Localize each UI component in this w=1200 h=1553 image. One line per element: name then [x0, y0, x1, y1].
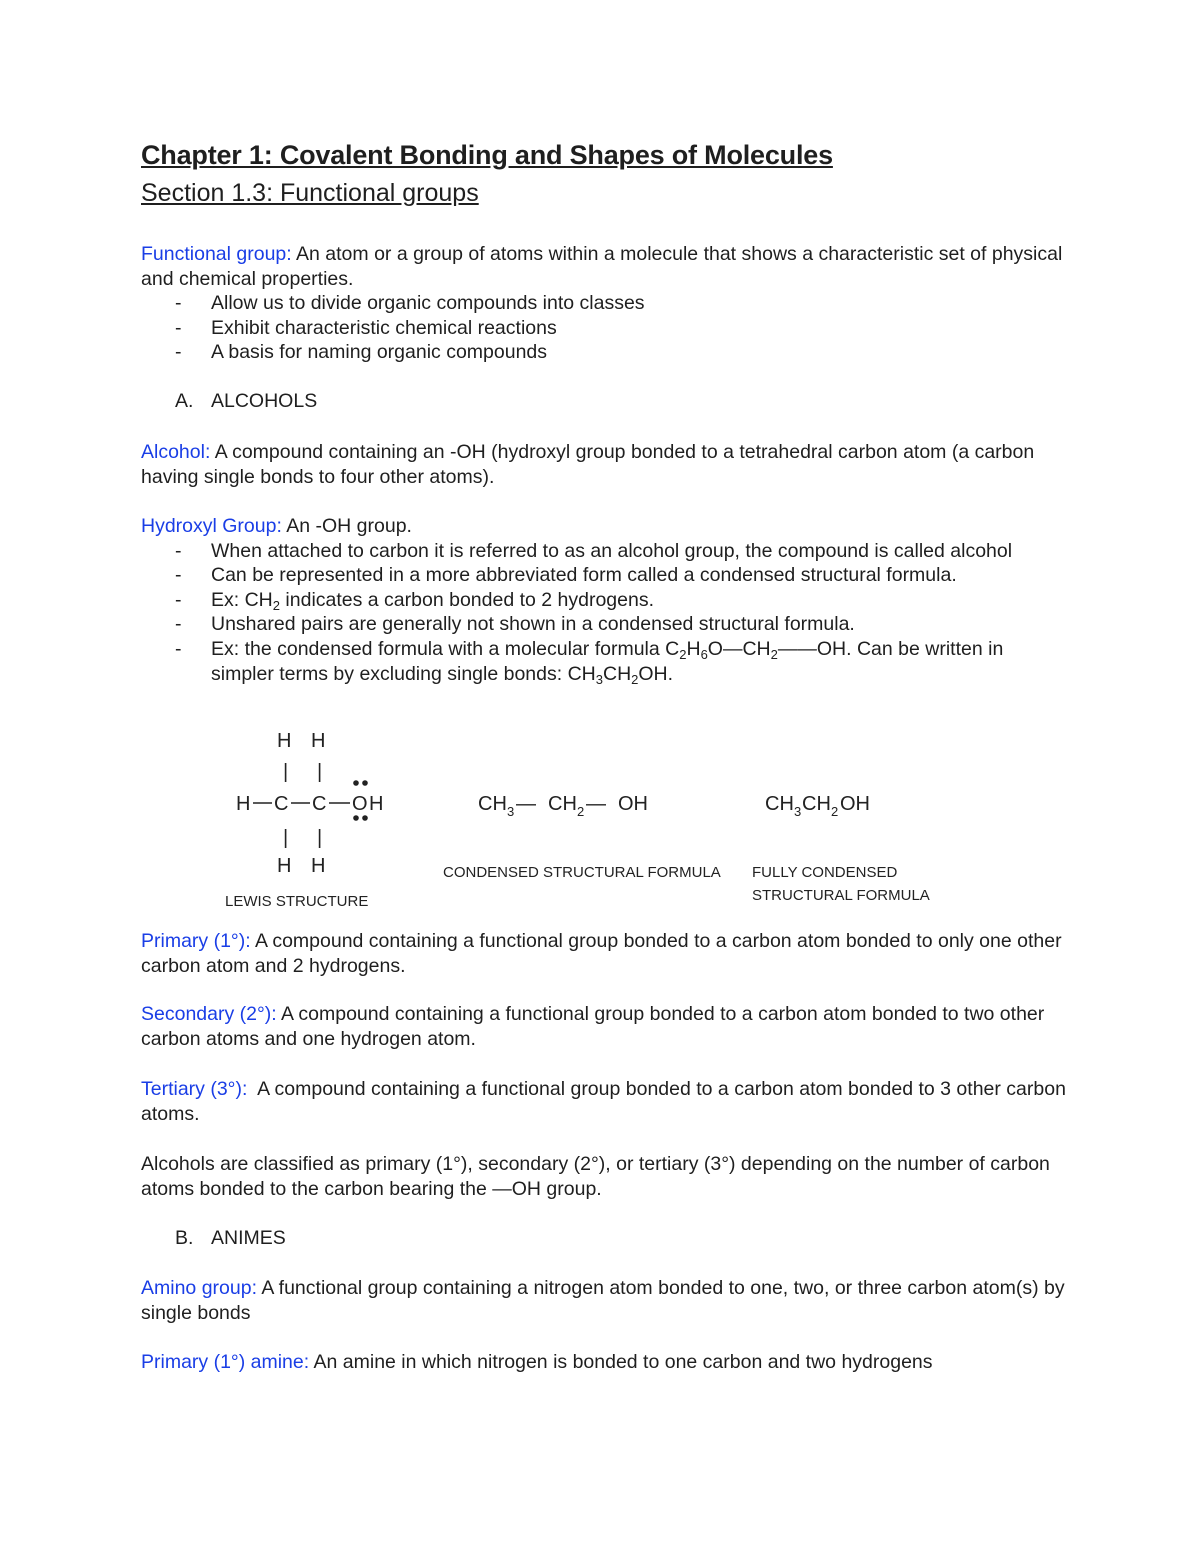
functional-group-term: Functional group: — [141, 243, 292, 265]
hydroxyl-bullets — [141, 539, 1071, 687]
lone-pair-dot — [353, 780, 359, 786]
chapter-title: Chapter 1: Covalent Bonding and Shapes of Molecules — [141, 140, 833, 170]
tertiary-definition — [141, 1077, 1071, 1126]
section-a-heading — [175, 390, 317, 413]
section-label: ANIMES — [211, 1227, 286, 1249]
atom-o: O — [352, 793, 368, 815]
primary-amine-def: An amine in which nitrogen is bonded to one carbon and two hydrogens — [309, 1351, 933, 1373]
primary-def: A compound containing a functional group bonded to a carbon atom bonded to only one other carbon atom and 2 hydrogens. — [141, 930, 1062, 977]
fully-caption-line: STRUCTURAL FORMULA — [752, 887, 930, 904]
alcohol-def: A compound containing an -OH (hydroxyl group bonded to a tetrahedral carbon atom (a carbon having single bonds to four other atoms). — [141, 441, 1035, 488]
formula-bond: — — [586, 793, 606, 815]
formula-part: CH — [765, 793, 794, 815]
atom-h: H — [311, 730, 326, 752]
amino-def: A functional group containing a nitrogen atom bonded to one, two, or three carbon atom(s) by single bonds — [141, 1277, 1065, 1324]
secondary-def: A compound containing a functional group bonded to a carbon atom bonded to two other carbon atoms and one hydrogen atom. — [141, 1003, 1045, 1050]
functional-group-bullets — [141, 291, 1071, 365]
atom-h: H — [369, 793, 384, 815]
primary-amine-term: Primary (1°) amine: — [141, 1351, 310, 1373]
lewis-structure — [225, 730, 383, 910]
formula-part: CH — [548, 793, 577, 815]
secondary-definition — [141, 1002, 1071, 1051]
formula-part: CH — [802, 793, 831, 815]
list-item: - Ex: the condensed formula with a molecular formula $C_2H_6O—CH_2——OH$. Can be written in simpler terms by excluding single bonds: $CH_3CH_2OH$. — [141, 637, 1071, 686]
list-item: - Unshared pairs are generally not shown in a condensed structural formula. — [141, 612, 1071, 637]
fully-condensed-formula — [752, 793, 930, 904]
lewis-caption: LEWIS STRUCTURE — [225, 893, 369, 910]
atom-h: H — [277, 730, 292, 752]
amino-definition — [141, 1276, 1071, 1325]
list-item: - A basis for naming organic compounds — [141, 340, 1071, 365]
vertical-bond: | — [283, 761, 289, 783]
classification-paragraph: Alcohols are classified as primary (1°), secondary (2°), or tertiary (3°) depending on the number of carbon atoms bonded to the carbon bearing the —OH group. — [141, 1153, 1050, 1200]
lone-pair-dot — [353, 815, 359, 821]
list-item: - Allow us to divide organic compounds into classes — [141, 291, 1071, 316]
formula-part: CH — [478, 793, 507, 815]
section-b-heading — [175, 1227, 286, 1250]
formula-part: OH — [618, 793, 648, 815]
list-item: - Exhibit characteristic chemical reactions — [141, 316, 1071, 341]
atom-h: H — [236, 793, 251, 815]
hydroxyl-term: Hydroxyl Group: — [141, 515, 282, 537]
alcohol-term: Alcohol: — [141, 441, 211, 463]
section-letter: A. — [175, 390, 194, 412]
section-title: Section 1.3: Functional groups — [141, 179, 479, 207]
lone-pair-dot — [362, 815, 368, 821]
fully-caption-line: FULLY CONDENSED — [752, 864, 898, 881]
amino-term: Amino group: — [141, 1277, 257, 1299]
hydroxyl-def: An -OH group. — [281, 515, 412, 537]
tertiary-term: Tertiary (3°): — [141, 1078, 248, 1100]
formula-bond: — — [516, 793, 536, 815]
primary-amine-definition — [141, 1350, 1071, 1375]
formula-subscript: 3 — [794, 804, 802, 819]
alcohol-definition — [141, 440, 1071, 489]
hydroxyl-definition — [141, 514, 1071, 686]
formula-part: OH — [840, 793, 870, 815]
atom-c: C — [312, 793, 327, 815]
ethanol-structures-figure — [0, 720, 1200, 920]
condensed-caption: CONDENSED STRUCTURAL FORMULA — [443, 864, 721, 881]
tertiary-def: A compound containing a functional group bonded to a carbon atom bonded to 3 other carbon atoms. — [141, 1078, 1072, 1125]
list-item: - When attached to carbon it is referred to as an alcohol group, the compound is called alcohol — [141, 539, 1071, 564]
vertical-bond: | — [317, 827, 323, 849]
list-item: - Can be represented in a more abbreviated form called a condensed structural formula. — [141, 563, 1071, 588]
section-letter: B. — [175, 1227, 194, 1249]
formula-subscript: 3 — [507, 804, 515, 819]
formula-subscript: 2 — [577, 804, 585, 819]
list-item: - Ex: $CH_2$ indicates a carbon bonded to 2 hydrogens. — [141, 588, 1071, 613]
formula-subscript: 2 — [831, 804, 839, 819]
vertical-bond: | — [317, 761, 323, 783]
atom-h: H — [311, 855, 326, 877]
vertical-bond: | — [283, 827, 289, 849]
section-label: ALCOHOLS — [211, 390, 318, 412]
atom-h: H — [277, 855, 292, 877]
functional-group-definition — [141, 242, 1071, 365]
secondary-term: Secondary (2°): — [141, 1003, 277, 1025]
functional-group-def: An atom or a group of atoms within a molecule that shows a characteristic set of physical and chemical properties. — [141, 243, 1063, 290]
primary-definition — [141, 929, 1071, 978]
primary-term: Primary (1°): — [141, 930, 251, 952]
lone-pair-dot — [362, 780, 368, 786]
condensed-structural-formula — [443, 793, 721, 881]
atom-c: C — [274, 793, 289, 815]
